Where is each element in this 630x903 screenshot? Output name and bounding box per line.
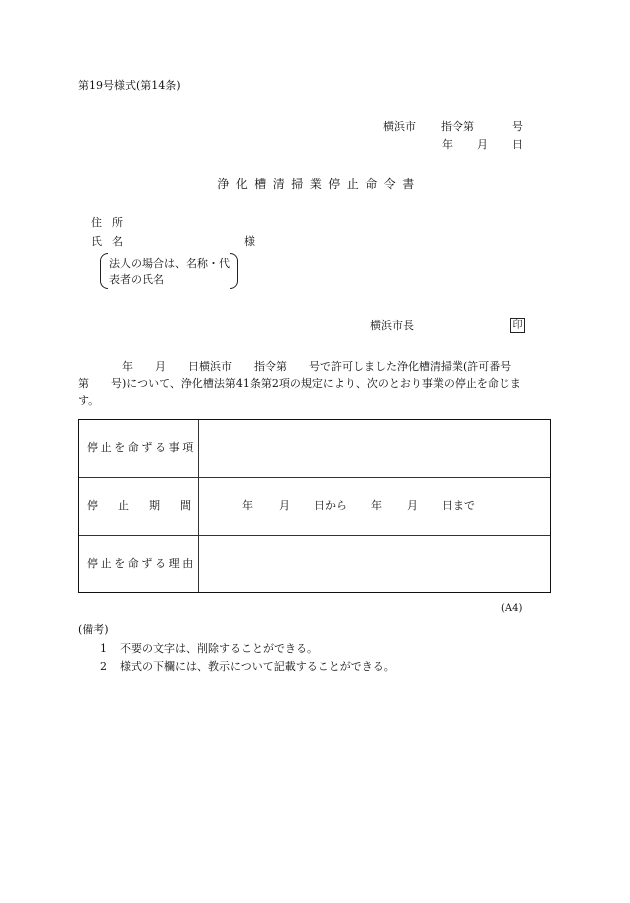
issue-date-day: 日 [512,138,523,151]
document-title: 浄化槽清掃業停止命令書 [217,177,421,191]
issue-date-year: 年 [442,138,453,151]
form-number: 第19号様式(第14条) [78,79,181,92]
remark-number: 2 [100,660,107,673]
period-start-year: 年 [242,499,253,512]
remark-text: 様式の下欄には、教示について記載することができる。 [120,660,395,673]
bracket-right [230,253,238,289]
period-label [87,500,191,511]
table-row-matter [79,420,550,478]
honorific: 様 [244,235,255,248]
order-body-line2: 第 号)について、浄化槽法第41条第2項の規定により、次のとおり事業の停止を命じま [78,377,521,390]
remark-item [100,643,318,654]
period-end-day: 日まで [442,499,475,512]
remark-item [100,661,395,672]
seal-mark: 印 [510,318,525,333]
period-label-char: 期 [149,499,160,512]
remark-number: 1 [100,642,107,655]
order-number-label: 指令第 [441,120,474,133]
corporate-note-line2: 表者の氏名 [109,273,164,286]
period-start-month: 月 [279,499,290,512]
issuer-city: 横浜市 [383,120,416,133]
signer-title: 横浜市長 [370,319,414,332]
paper-size: (A4) [501,603,523,614]
period-label-char: 止 [118,499,129,512]
column-divider [198,420,199,477]
table-row-period [79,478,550,536]
name-label: 氏名 [91,235,133,248]
remarks-title: (備考) [78,623,109,636]
period-label-char: 停 [87,499,98,512]
column-divider [198,536,199,592]
bracket-left [100,253,108,289]
remark-text: 不要の文字は、削除することができる。 [120,642,318,655]
order-number-suffix: 号 [512,120,523,133]
reason-label: 停止を命ずる理由 [87,557,196,570]
corporate-note [100,253,238,289]
matter-label: 停止を命ずる事項 [87,441,196,454]
order-body-line1: 年 月 日横浜市 指令第 号で許可しました浄化槽清掃業(許可番号 [78,360,512,373]
column-divider [198,478,199,535]
period-label-char: 間 [180,499,191,512]
order-table [78,419,551,593]
order-body-line3: す。 [78,394,100,407]
period-start-day: 日から [314,499,347,512]
period-end-month: 月 [407,499,418,512]
table-row-reason [79,536,550,592]
corporate-note-line1: 法人の場合は、名称・代 [109,257,230,270]
issue-date-month: 月 [477,138,488,151]
address-label: 住所 [91,216,133,229]
period-end-year: 年 [371,499,382,512]
order-body [78,358,554,409]
